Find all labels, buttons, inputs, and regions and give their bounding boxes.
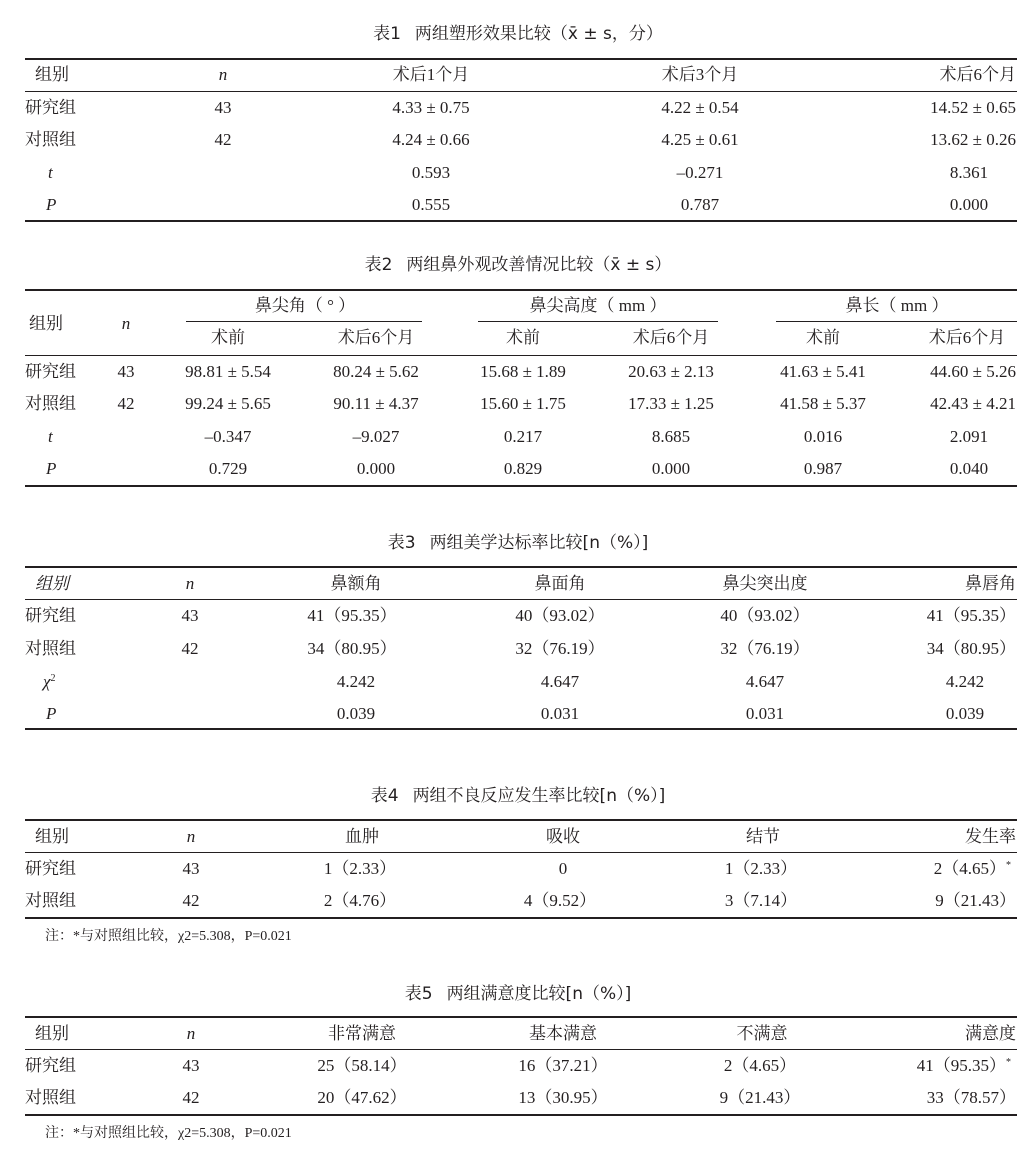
- table-3-header: 鼻额角: [330, 574, 382, 593]
- table-4-header: 吸收: [546, 827, 580, 846]
- table-2-subheader: 术前: [211, 328, 245, 347]
- table-row: [43, 671, 55, 693]
- table-row: P: [46, 704, 57, 723]
- table-cell: 4（9.52）: [523, 891, 597, 910]
- chi-symbol: χ: [43, 672, 51, 691]
- table-1-top-rule: [25, 58, 1017, 60]
- table-2-subheader: 术前: [506, 328, 540, 347]
- table-3-header-n: n: [185, 574, 195, 593]
- table-2-top-rule: [25, 289, 1017, 291]
- table-row: 研究组: [25, 859, 76, 878]
- table-5-header-n: n: [186, 1024, 196, 1043]
- table-cell: 80.24 ± 5.62: [333, 362, 419, 381]
- table-2-group-rule-3: [776, 321, 1017, 322]
- table-5-header-rule: [25, 1049, 1017, 1050]
- table-cell: 43: [182, 859, 200, 878]
- table-2-subheader: 术后6个月: [337, 328, 415, 347]
- table-cell: 0.217: [503, 427, 543, 446]
- table-5-header: 基本满意: [529, 1024, 597, 1043]
- table-cell: 42: [182, 1088, 200, 1107]
- table-cell: 4.242: [945, 672, 985, 691]
- table-row: 研究组: [25, 362, 76, 381]
- table-cell: 20（47.62）: [317, 1088, 407, 1107]
- table-cell: 13.62 ± 0.26: [930, 130, 1016, 149]
- table-cell: 4.242: [336, 672, 376, 691]
- table-cell: 99.24 ± 5.65: [185, 394, 271, 413]
- table-2-subheader: 术后6个月: [632, 328, 710, 347]
- table-3-top-rule: [25, 566, 1017, 568]
- table-2-group-tip-height: 鼻尖高度（ mm ）: [529, 296, 667, 315]
- table-cell: 0.829: [503, 459, 543, 478]
- table-2-header-rule: [25, 355, 1017, 356]
- table-3-number: 表3: [387, 533, 416, 553]
- table-cell: 0.987: [803, 459, 843, 478]
- table-cell: –0.347: [204, 427, 252, 446]
- table-2-group-tip-angle: 鼻尖角（ ° ）: [254, 296, 356, 315]
- table-row: t: [48, 163, 53, 182]
- table-cell: 2.091: [949, 427, 989, 446]
- table-cell: 9（21.43）: [935, 891, 1016, 910]
- table-cell: 0.039: [945, 704, 985, 723]
- table-cell: 43: [182, 1056, 200, 1075]
- table-cell: 34（80.95）: [307, 639, 397, 658]
- table-5-header: 非常满意: [328, 1024, 396, 1043]
- table-cell: 0.031: [540, 704, 580, 723]
- table-cell: 14.52 ± 0.65: [930, 98, 1016, 117]
- table-cell: –9.027: [352, 427, 400, 446]
- significance-mark: *: [1006, 860, 1011, 871]
- table-cell: 34（80.95）: [926, 639, 1016, 658]
- table-5-number: 表5: [404, 984, 433, 1004]
- table-4-caption: [0, 785, 1036, 807]
- table-cell: 32（76.19）: [720, 639, 810, 658]
- table-cell: 4.647: [745, 672, 785, 691]
- table-3-caption: [0, 532, 1036, 554]
- table-1-header-3m: 术后3个月: [661, 65, 739, 84]
- table-cell: 8.685: [651, 427, 691, 446]
- table-cell: 16（37.21）: [518, 1056, 608, 1075]
- table-5-header-group: 组别: [35, 1024, 69, 1043]
- table-cell: 25（58.14）: [317, 1056, 407, 1075]
- table-cell: 0.016: [803, 427, 843, 446]
- table-cell: 42: [181, 639, 199, 658]
- table-1-title: 两组塑形效果比较（x̄ ± s，分）: [414, 24, 663, 44]
- table-2-number: 表2: [364, 255, 393, 275]
- table-2-subheader: 术前: [806, 328, 840, 347]
- table-3-header-group: 组别: [35, 574, 69, 593]
- table-cell: 4.22 ± 0.54: [661, 98, 739, 117]
- table-4-title: 两组不良反应发生率比较[n（%）]: [412, 786, 666, 806]
- table-3-title: 两组美学达标率比较[n（%）]: [429, 533, 649, 553]
- table-cell: 0.555: [411, 195, 451, 214]
- table-cell: 0.593: [411, 163, 451, 182]
- table-cell: 1（2.33）: [724, 859, 798, 878]
- table-cell: 0.787: [680, 195, 720, 214]
- table-cell: 41.63 ± 5.41: [780, 362, 866, 381]
- table-cell: 2（4.76）: [323, 891, 397, 910]
- table-row: 对照组: [25, 639, 76, 658]
- table-2-header-n: n: [121, 314, 131, 333]
- table-cell: 9（21.43）: [719, 1088, 801, 1107]
- table-cell: 42.43 ± 4.21: [930, 394, 1016, 413]
- table-1-header-6m: 术后6个月: [939, 65, 1016, 84]
- table-cell: 20.63 ± 2.13: [628, 362, 714, 381]
- table-cell: 40（93.02）: [720, 606, 810, 625]
- table-1-header-n: n: [218, 65, 228, 84]
- table-cell: 98.81 ± 5.54: [185, 362, 271, 381]
- table-cell: –0.271: [676, 163, 724, 182]
- table-5-header: 不满意: [736, 1024, 788, 1043]
- table-1-header-rule: [25, 91, 1017, 92]
- table-5-title: 两组满意度比较[n（%）]: [446, 984, 632, 1004]
- table-cell: 17.33 ± 1.25: [628, 394, 714, 413]
- table-cell: 42: [117, 394, 135, 413]
- table-2-subheader: 术后6个月: [928, 328, 1006, 347]
- table-cell: 0.729: [208, 459, 248, 478]
- table-4-header: 血肿: [345, 827, 379, 846]
- table-cell: 41（95.35）: [307, 606, 397, 625]
- table-1-bottom-rule: [25, 220, 1017, 222]
- table-row: 研究组: [25, 1056, 76, 1075]
- table-4-number: 表4: [370, 786, 399, 806]
- table-row: 对照组: [25, 891, 76, 910]
- table-cell: 0.000: [949, 195, 989, 214]
- table-4-header-n: n: [186, 827, 196, 846]
- table-cell: 43: [214, 98, 232, 117]
- table-4-note: 注：*与对照组比较，χ2=5.308，P=0.021: [45, 929, 292, 944]
- table-5-caption: [0, 983, 1036, 1005]
- table-5-top-rule: [25, 1016, 1017, 1018]
- table-cell: 4.25 ± 0.61: [661, 130, 739, 149]
- table-cell: 32（76.19）: [515, 639, 605, 658]
- table-2-bottom-rule: [25, 485, 1017, 487]
- table-row: 对照组: [25, 130, 76, 149]
- table-cell: 8.361: [949, 163, 989, 182]
- table-4-bottom-rule: [25, 917, 1017, 919]
- table-5-bottom-rule: [25, 1114, 1017, 1116]
- table-cell: 0.039: [336, 704, 376, 723]
- table-cell: 3（7.14）: [724, 891, 798, 910]
- table-cell: 44.60 ± 5.26: [930, 362, 1016, 381]
- table-cell: 1（2.33）: [323, 859, 397, 878]
- table-row: t: [48, 427, 53, 446]
- table-1-header-group: 组别: [35, 65, 69, 84]
- table-cell: 13（30.95）: [518, 1088, 608, 1107]
- table-2-title: 两组鼻外观改善情况比较（x̄ ± s）: [406, 255, 672, 275]
- table-cell-with-mark: [934, 858, 1011, 880]
- significance-mark: *: [1006, 1057, 1011, 1068]
- table-row: 研究组: [25, 98, 76, 117]
- table-cell: 4.33 ± 0.75: [392, 98, 470, 117]
- table-4-top-rule: [25, 819, 1017, 821]
- table-3-header-rule: [25, 599, 1017, 600]
- table-4-header-group: 组别: [35, 827, 69, 846]
- table-3-bottom-rule: [25, 728, 1017, 730]
- table-cell: 42: [214, 130, 232, 149]
- table-2-header-group: 组别: [29, 314, 63, 333]
- table-cell: 15.68 ± 1.89: [480, 362, 566, 381]
- table-4-header-rule: [25, 852, 1017, 853]
- table-row: P: [46, 459, 57, 478]
- table-cell-with-mark: [917, 1055, 1011, 1077]
- table-3-header: 鼻尖突出度: [722, 574, 808, 593]
- table-5-header: 满意度: [965, 1024, 1016, 1043]
- table-row: 对照组: [25, 1088, 76, 1107]
- table-cell: 33（78.57）: [926, 1088, 1016, 1107]
- table-cell: 43: [181, 606, 199, 625]
- chi-superscript: 2: [50, 673, 56, 684]
- table-4-header: 发生率: [965, 827, 1016, 846]
- table-cell: 0.000: [651, 459, 691, 478]
- table-3-header: 鼻唇角: [965, 574, 1016, 593]
- table-5-note: 注：*与对照组比较，χ2=5.308，P=0.021: [45, 1126, 292, 1141]
- table-1-header-1m: 术后1个月: [392, 65, 470, 84]
- table-cell: 41（95.35）: [916, 1056, 1006, 1075]
- table-4-header: 结节: [746, 827, 780, 846]
- table-cell: 2（4.65）: [933, 859, 1006, 878]
- table-2-group-rule-1: [186, 321, 422, 322]
- table-1-caption: [0, 23, 1036, 45]
- table-cell: 4.647: [540, 672, 580, 691]
- table-3-header: 鼻面角: [534, 574, 586, 593]
- table-2-group-rule-2: [478, 321, 718, 322]
- table-cell: 4.24 ± 0.66: [392, 130, 470, 149]
- table-cell: 43: [117, 362, 135, 381]
- table-2-caption: [0, 254, 1036, 276]
- table-cell: 0.040: [949, 459, 989, 478]
- table-cell: 41（95.35）: [926, 606, 1016, 625]
- table-row: 对照组: [25, 394, 76, 413]
- table-cell: 40（93.02）: [515, 606, 605, 625]
- table-row: P: [46, 195, 57, 214]
- table-cell: 41.58 ± 5.37: [780, 394, 866, 413]
- table-cell: 15.60 ± 1.75: [480, 394, 566, 413]
- table-2-group-length: 鼻长（ mm ）: [845, 296, 949, 315]
- table-cell: 0.031: [745, 704, 785, 723]
- table-cell: 0.000: [356, 459, 396, 478]
- table-cell: 0: [558, 859, 568, 878]
- table-1-number: 表1: [373, 24, 401, 44]
- table-cell: 2（4.65）: [723, 1056, 797, 1075]
- table-cell: 42: [182, 891, 200, 910]
- table-cell: 90.11 ± 4.37: [333, 394, 419, 413]
- table-row: 研究组: [25, 606, 76, 625]
